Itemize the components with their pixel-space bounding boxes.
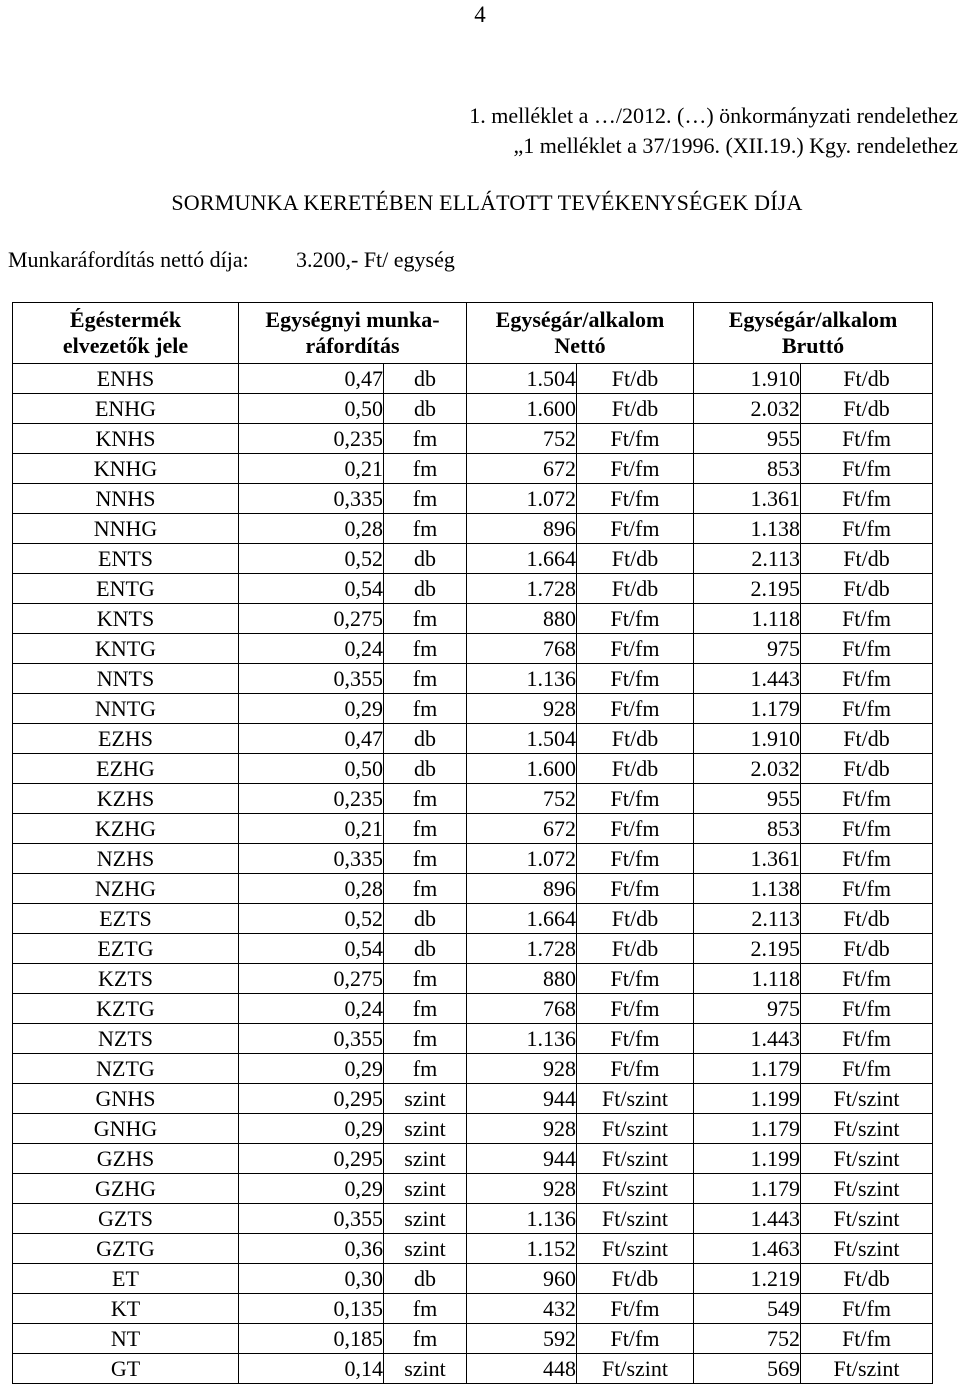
cell-labor-quantity: 0,355 xyxy=(239,1024,384,1054)
cell-chimney-code: GNHG xyxy=(13,1114,239,1144)
cell-labor-unit: szint xyxy=(384,1114,467,1144)
cell-labor-unit: db xyxy=(384,904,467,934)
cell-net-price-unit: Ft/fm xyxy=(577,814,694,844)
cell-chimney-code: GZTS xyxy=(13,1204,239,1234)
cell-gross-price: 2.113 xyxy=(694,904,801,934)
cell-net-price: 928 xyxy=(467,1114,577,1144)
cell-chimney-code: KZHG xyxy=(13,814,239,844)
cell-labor-unit: szint xyxy=(384,1204,467,1234)
cell-net-price-unit: Ft/fm xyxy=(577,484,694,514)
cell-labor-quantity: 0,52 xyxy=(239,544,384,574)
cell-chimney-code: GZTG xyxy=(13,1234,239,1264)
cell-gross-price: 975 xyxy=(694,994,801,1024)
cell-labor-quantity: 0,29 xyxy=(239,694,384,724)
cell-gross-price-unit: Ft/db xyxy=(801,754,933,784)
table-row xyxy=(13,364,933,394)
cell-net-price-unit: Ft/szint xyxy=(577,1354,694,1384)
cell-net-price: 1.136 xyxy=(467,664,577,694)
cell-labor-quantity: 0,52 xyxy=(239,904,384,934)
cell-net-price: 1.600 xyxy=(467,394,577,424)
cell-chimney-code: GT xyxy=(13,1354,239,1384)
cell-net-price-unit: Ft/fm xyxy=(577,514,694,544)
table-row xyxy=(13,814,933,844)
cell-labor-quantity: 0,47 xyxy=(239,364,384,394)
cell-gross-price-unit: Ft/db xyxy=(801,544,933,574)
cell-labor-unit: szint xyxy=(384,1234,467,1264)
cell-gross-price-unit: Ft/fm xyxy=(801,874,933,904)
table-row xyxy=(13,724,933,754)
cell-labor-quantity: 0,295 xyxy=(239,1144,384,1174)
cell-gross-price-unit: Ft/fm xyxy=(801,994,933,1024)
cell-gross-price-unit: Ft/fm xyxy=(801,484,933,514)
cell-gross-price-unit: Ft/fm xyxy=(801,604,933,634)
cell-net-price: 448 xyxy=(467,1354,577,1384)
table-row xyxy=(13,1204,933,1234)
cell-net-price-unit: Ft/szint xyxy=(577,1144,694,1174)
cell-labor-quantity: 0,54 xyxy=(239,934,384,964)
cell-labor-unit: szint xyxy=(384,1174,467,1204)
cell-gross-price-unit: Ft/db xyxy=(801,364,933,394)
cell-net-price-unit: Ft/db xyxy=(577,754,694,784)
annex-reference-line-1: 1. melléklet a …/2012. (…) önkormányzati rendelethez xyxy=(469,103,958,128)
cell-labor-quantity: 0,50 xyxy=(239,394,384,424)
cell-net-price-unit: Ft/szint xyxy=(577,1114,694,1144)
cell-gross-price: 1.118 xyxy=(694,964,801,994)
cell-labor-unit: db xyxy=(384,724,467,754)
cell-labor-quantity: 0,54 xyxy=(239,574,384,604)
cell-labor-unit: fm xyxy=(384,784,467,814)
cell-net-price: 1.600 xyxy=(467,754,577,784)
table-row xyxy=(13,694,933,724)
cell-net-price-unit: Ft/szint xyxy=(577,1204,694,1234)
cell-chimney-code: NNHS xyxy=(13,484,239,514)
cell-labor-unit: fm xyxy=(384,604,467,634)
cell-net-price: 1.072 xyxy=(467,484,577,514)
cell-net-price: 880 xyxy=(467,604,577,634)
cell-labor-quantity: 0,185 xyxy=(239,1324,384,1354)
table-row xyxy=(13,934,933,964)
cell-gross-price: 1.179 xyxy=(694,1054,801,1084)
cell-net-price: 1.504 xyxy=(467,724,577,754)
header-gross-price-line2: Bruttó xyxy=(781,333,845,358)
header-gross-price xyxy=(694,303,933,364)
cell-gross-price: 2.032 xyxy=(694,754,801,784)
table-row xyxy=(13,1114,933,1144)
cell-chimney-code: NZTS xyxy=(13,1024,239,1054)
table-row xyxy=(13,544,933,574)
header-chimney-code-line2: elvezetők jele xyxy=(62,333,189,358)
cell-gross-price-unit: Ft/fm xyxy=(801,694,933,724)
cell-labor-quantity: 0,335 xyxy=(239,844,384,874)
cell-gross-price: 2.032 xyxy=(694,394,801,424)
cell-labor-quantity: 0,28 xyxy=(239,514,384,544)
cell-gross-price-unit: Ft/db xyxy=(801,904,933,934)
cell-net-price: 432 xyxy=(467,1294,577,1324)
cell-gross-price-unit: Ft/szint xyxy=(801,1114,933,1144)
cell-net-price-unit: Ft/fm xyxy=(577,1024,694,1054)
header-net-price-line2: Nettó xyxy=(554,333,606,358)
document-title: SORMUNKA KERETÉBEN ELLÁTOTT TEVÉKENYSÉGEK DÍJA xyxy=(171,190,803,215)
cell-labor-unit: fm xyxy=(384,484,467,514)
cell-labor-unit: fm xyxy=(384,1054,467,1084)
cell-gross-price: 1.361 xyxy=(694,484,801,514)
cell-labor-quantity: 0,14 xyxy=(239,1354,384,1384)
cell-gross-price: 955 xyxy=(694,784,801,814)
cell-net-price-unit: Ft/fm xyxy=(577,1324,694,1354)
cell-chimney-code: GZHG xyxy=(13,1174,239,1204)
cell-gross-price-unit: Ft/szint xyxy=(801,1234,933,1264)
cell-net-price-unit: Ft/fm xyxy=(577,664,694,694)
cell-gross-price: 1.219 xyxy=(694,1264,801,1294)
table-row xyxy=(13,784,933,814)
cell-net-price-unit: Ft/fm xyxy=(577,1054,694,1084)
cell-chimney-code: NZHS xyxy=(13,844,239,874)
cell-net-price: 752 xyxy=(467,424,577,454)
cell-gross-price-unit: Ft/szint xyxy=(801,1354,933,1384)
cell-chimney-code: NNTG xyxy=(13,694,239,724)
table-row xyxy=(13,1294,933,1324)
cell-gross-price-unit: Ft/szint xyxy=(801,1084,933,1114)
table-row xyxy=(13,574,933,604)
cell-chimney-code: NZHG xyxy=(13,874,239,904)
cell-labor-unit: fm xyxy=(384,694,467,724)
cell-gross-price-unit: Ft/fm xyxy=(801,1324,933,1354)
cell-net-price-unit: Ft/db xyxy=(577,574,694,604)
cell-net-price-unit: Ft/db xyxy=(577,364,694,394)
cell-labor-unit: db xyxy=(384,754,467,784)
cell-net-price-unit: Ft/fm xyxy=(577,1294,694,1324)
cell-gross-price-unit: Ft/db xyxy=(801,1264,933,1294)
cell-gross-price: 975 xyxy=(694,634,801,664)
cell-chimney-code: KZTG xyxy=(13,994,239,1024)
header-unit-labor-line1: Egységnyi munka- xyxy=(265,307,440,332)
cell-net-price-unit: Ft/szint xyxy=(577,1174,694,1204)
cell-labor-unit: fm xyxy=(384,844,467,874)
cell-net-price: 944 xyxy=(467,1144,577,1174)
cell-chimney-code: KNTS xyxy=(13,604,239,634)
cell-gross-price: 1.910 xyxy=(694,724,801,754)
cell-net-price: 928 xyxy=(467,694,577,724)
cell-labor-quantity: 0,28 xyxy=(239,874,384,904)
cell-labor-quantity: 0,21 xyxy=(239,454,384,484)
cell-net-price: 944 xyxy=(467,1084,577,1114)
cell-labor-unit: fm xyxy=(384,454,467,484)
cell-labor-unit: db xyxy=(384,1264,467,1294)
cell-net-price: 768 xyxy=(467,634,577,664)
cell-net-price: 928 xyxy=(467,1174,577,1204)
cell-gross-price: 569 xyxy=(694,1354,801,1384)
cell-gross-price: 955 xyxy=(694,424,801,454)
annex-reference-line-2: „1 melléklet a 37/1996. (XII.19.) Kgy. rendelethez xyxy=(513,133,958,158)
cell-net-price-unit: Ft/db xyxy=(577,394,694,424)
cell-chimney-code: KZTS xyxy=(13,964,239,994)
cell-labor-unit: fm xyxy=(384,424,467,454)
cell-gross-price-unit: Ft/fm xyxy=(801,424,933,454)
table-row xyxy=(13,1054,933,1084)
table-body xyxy=(13,364,933,1384)
table-row xyxy=(13,874,933,904)
cell-net-price: 896 xyxy=(467,874,577,904)
cell-gross-price: 1.443 xyxy=(694,1204,801,1234)
cell-net-price: 1.072 xyxy=(467,844,577,874)
table-row xyxy=(13,424,933,454)
cell-net-price-unit: Ft/fm xyxy=(577,844,694,874)
header-chimney-code xyxy=(13,303,239,364)
cell-labor-unit: fm xyxy=(384,994,467,1024)
table-row xyxy=(13,1354,933,1384)
cell-labor-unit: fm xyxy=(384,514,467,544)
cell-chimney-code: KNTG xyxy=(13,634,239,664)
cell-net-price: 672 xyxy=(467,454,577,484)
cell-gross-price: 1.179 xyxy=(694,694,801,724)
cell-chimney-code: GZHS xyxy=(13,1144,239,1174)
cell-net-price: 1.728 xyxy=(467,574,577,604)
cell-gross-price-unit: Ft/fm xyxy=(801,1024,933,1054)
cell-net-price: 896 xyxy=(467,514,577,544)
table-row xyxy=(13,1084,933,1114)
table-row xyxy=(13,484,933,514)
cell-net-price-unit: Ft/fm xyxy=(577,634,694,664)
cell-net-price: 880 xyxy=(467,964,577,994)
cell-gross-price-unit: Ft/fm xyxy=(801,784,933,814)
cell-net-price: 592 xyxy=(467,1324,577,1354)
cell-chimney-code: ENHS xyxy=(13,364,239,394)
cell-labor-quantity: 0,275 xyxy=(239,964,384,994)
cell-net-price-unit: Ft/fm xyxy=(577,604,694,634)
cell-gross-price-unit: Ft/fm xyxy=(801,514,933,544)
table-row xyxy=(13,514,933,544)
cell-labor-quantity: 0,355 xyxy=(239,664,384,694)
header-chimney-code-line1: Égéstermék xyxy=(69,307,182,332)
cell-net-price-unit: Ft/db xyxy=(577,1264,694,1294)
cell-net-price-unit: Ft/fm xyxy=(577,694,694,724)
table-row xyxy=(13,994,933,1024)
cell-gross-price-unit: Ft/szint xyxy=(801,1204,933,1234)
cell-chimney-code: NT xyxy=(13,1324,239,1354)
cell-gross-price: 1.138 xyxy=(694,874,801,904)
cell-labor-unit: szint xyxy=(384,1084,467,1114)
table-row xyxy=(13,1024,933,1054)
cell-chimney-code: ENTG xyxy=(13,574,239,604)
cell-gross-price: 1.118 xyxy=(694,604,801,634)
page-number: 4 xyxy=(474,2,486,27)
cell-labor-unit: fm xyxy=(384,1024,467,1054)
cell-labor-unit: szint xyxy=(384,1354,467,1384)
cell-net-price: 1.664 xyxy=(467,904,577,934)
cell-labor-quantity: 0,30 xyxy=(239,1264,384,1294)
cell-chimney-code: NZTG xyxy=(13,1054,239,1084)
cell-labor-unit: fm xyxy=(384,664,467,694)
cell-chimney-code: EZTS xyxy=(13,904,239,934)
cell-labor-quantity: 0,335 xyxy=(239,484,384,514)
cell-gross-price-unit: Ft/db xyxy=(801,574,933,604)
cell-chimney-code: ENHG xyxy=(13,394,239,424)
table-row xyxy=(13,754,933,784)
cell-net-price-unit: Ft/szint xyxy=(577,1234,694,1264)
cell-chimney-code: GNHS xyxy=(13,1084,239,1114)
cell-net-price-unit: Ft/fm xyxy=(577,874,694,904)
cell-gross-price: 853 xyxy=(694,454,801,484)
cell-net-price-unit: Ft/fm xyxy=(577,454,694,484)
table-row xyxy=(13,454,933,484)
cell-gross-price-unit: Ft/fm xyxy=(801,634,933,664)
cell-labor-quantity: 0,24 xyxy=(239,994,384,1024)
cell-gross-price: 1.443 xyxy=(694,1024,801,1054)
cell-gross-price-unit: Ft/fm xyxy=(801,454,933,484)
cell-net-price-unit: Ft/db xyxy=(577,544,694,574)
cell-chimney-code: KT xyxy=(13,1294,239,1324)
cell-labor-quantity: 0,36 xyxy=(239,1234,384,1264)
cell-net-price-unit: Ft/fm xyxy=(577,424,694,454)
table-row xyxy=(13,1324,933,1354)
cell-gross-price-unit: Ft/fm xyxy=(801,1294,933,1324)
cell-labor-quantity: 0,235 xyxy=(239,424,384,454)
header-gross-price-line1: Egységár/alkalom xyxy=(728,307,898,332)
cell-gross-price-unit: Ft/szint xyxy=(801,1144,933,1174)
cell-gross-price: 1.443 xyxy=(694,664,801,694)
cell-labor-quantity: 0,47 xyxy=(239,724,384,754)
cell-labor-quantity: 0,29 xyxy=(239,1054,384,1084)
cell-gross-price-unit: Ft/db xyxy=(801,394,933,424)
cell-gross-price: 2.195 xyxy=(694,934,801,964)
cell-gross-price-unit: Ft/db xyxy=(801,724,933,754)
table-header-row xyxy=(13,303,933,364)
cell-gross-price-unit: Ft/fm xyxy=(801,814,933,844)
cell-gross-price: 549 xyxy=(694,1294,801,1324)
header-unit-labor-line2: ráfordítás xyxy=(305,333,400,358)
cell-gross-price: 1.179 xyxy=(694,1114,801,1144)
table-row xyxy=(13,1144,933,1174)
cell-labor-unit: db xyxy=(384,544,467,574)
header-net-price-line1: Egységár/alkalom xyxy=(495,307,665,332)
table-row xyxy=(13,1264,933,1294)
cell-gross-price: 853 xyxy=(694,814,801,844)
cell-labor-unit: db xyxy=(384,394,467,424)
cell-net-price: 1.152 xyxy=(467,1234,577,1264)
cell-gross-price: 2.113 xyxy=(694,544,801,574)
cell-net-price: 1.136 xyxy=(467,1204,577,1234)
cell-chimney-code: ENTS xyxy=(13,544,239,574)
cell-chimney-code: NNHG xyxy=(13,514,239,544)
cell-net-price: 1.728 xyxy=(467,934,577,964)
cell-net-price: 1.664 xyxy=(467,544,577,574)
labor-fee-label: Munkaráfordítás nettó díja: xyxy=(8,247,249,272)
cell-labor-unit: db xyxy=(384,934,467,964)
cell-gross-price: 1.199 xyxy=(694,1084,801,1114)
cell-net-price: 1.136 xyxy=(467,1024,577,1054)
cell-net-price-unit: Ft/fm xyxy=(577,964,694,994)
cell-chimney-code: KNHS xyxy=(13,424,239,454)
cell-labor-quantity: 0,21 xyxy=(239,814,384,844)
cell-net-price: 752 xyxy=(467,784,577,814)
cell-labor-quantity: 0,24 xyxy=(239,634,384,664)
cell-gross-price: 1.199 xyxy=(694,1144,801,1174)
cell-labor-unit: fm xyxy=(384,1324,467,1354)
table-row xyxy=(13,394,933,424)
cell-chimney-code: EZTG xyxy=(13,934,239,964)
cell-gross-price: 1.910 xyxy=(694,364,801,394)
table-row xyxy=(13,1174,933,1204)
table-row xyxy=(13,664,933,694)
cell-labor-unit: fm xyxy=(384,634,467,664)
cell-net-price-unit: Ft/fm xyxy=(577,994,694,1024)
cell-gross-price-unit: Ft/fm xyxy=(801,964,933,994)
cell-chimney-code: EZHG xyxy=(13,754,239,784)
cell-gross-price: 1.179 xyxy=(694,1174,801,1204)
labor-fee-value: 3.200,- Ft/ egység xyxy=(296,247,455,272)
cell-labor-quantity: 0,275 xyxy=(239,604,384,634)
cell-gross-price: 1.463 xyxy=(694,1234,801,1264)
fee-table xyxy=(12,302,933,1384)
cell-gross-price: 1.138 xyxy=(694,514,801,544)
cell-net-price: 768 xyxy=(467,994,577,1024)
cell-labor-quantity: 0,29 xyxy=(239,1174,384,1204)
cell-labor-quantity: 0,50 xyxy=(239,754,384,784)
cell-net-price-unit: Ft/szint xyxy=(577,1084,694,1114)
table-row xyxy=(13,964,933,994)
cell-chimney-code: ET xyxy=(13,1264,239,1294)
cell-labor-unit: fm xyxy=(384,964,467,994)
table-row xyxy=(13,1234,933,1264)
cell-gross-price-unit: Ft/fm xyxy=(801,844,933,874)
cell-net-price: 960 xyxy=(467,1264,577,1294)
cell-gross-price-unit: Ft/fm xyxy=(801,1054,933,1084)
cell-labor-quantity: 0,235 xyxy=(239,784,384,814)
cell-labor-quantity: 0,355 xyxy=(239,1204,384,1234)
cell-gross-price-unit: Ft/fm xyxy=(801,664,933,694)
cell-gross-price-unit: Ft/szint xyxy=(801,1174,933,1204)
cell-net-price-unit: Ft/fm xyxy=(577,784,694,814)
cell-gross-price: 1.361 xyxy=(694,844,801,874)
cell-labor-quantity: 0,295 xyxy=(239,1084,384,1114)
cell-net-price-unit: Ft/db xyxy=(577,724,694,754)
cell-net-price: 672 xyxy=(467,814,577,844)
table-row xyxy=(13,844,933,874)
cell-net-price-unit: Ft/db xyxy=(577,934,694,964)
table-row xyxy=(13,604,933,634)
cell-chimney-code: EZHS xyxy=(13,724,239,754)
cell-labor-unit: szint xyxy=(384,1144,467,1174)
header-unit-labor xyxy=(239,303,467,364)
cell-labor-unit: fm xyxy=(384,874,467,904)
cell-net-price: 928 xyxy=(467,1054,577,1084)
cell-net-price-unit: Ft/db xyxy=(577,904,694,934)
cell-gross-price: 752 xyxy=(694,1324,801,1354)
cell-chimney-code: KNHG xyxy=(13,454,239,484)
cell-labor-quantity: 0,29 xyxy=(239,1114,384,1144)
table-row xyxy=(13,634,933,664)
cell-gross-price-unit: Ft/db xyxy=(801,934,933,964)
cell-labor-unit: db xyxy=(384,574,467,604)
cell-chimney-code: NNTS xyxy=(13,664,239,694)
cell-labor-quantity: 0,135 xyxy=(239,1294,384,1324)
table-row xyxy=(13,904,933,934)
cell-gross-price: 2.195 xyxy=(694,574,801,604)
cell-chimney-code: KZHS xyxy=(13,784,239,814)
cell-labor-unit: db xyxy=(384,364,467,394)
cell-net-price: 1.504 xyxy=(467,364,577,394)
cell-labor-unit: fm xyxy=(384,1294,467,1324)
cell-labor-unit: fm xyxy=(384,814,467,844)
header-net-price xyxy=(467,303,694,364)
